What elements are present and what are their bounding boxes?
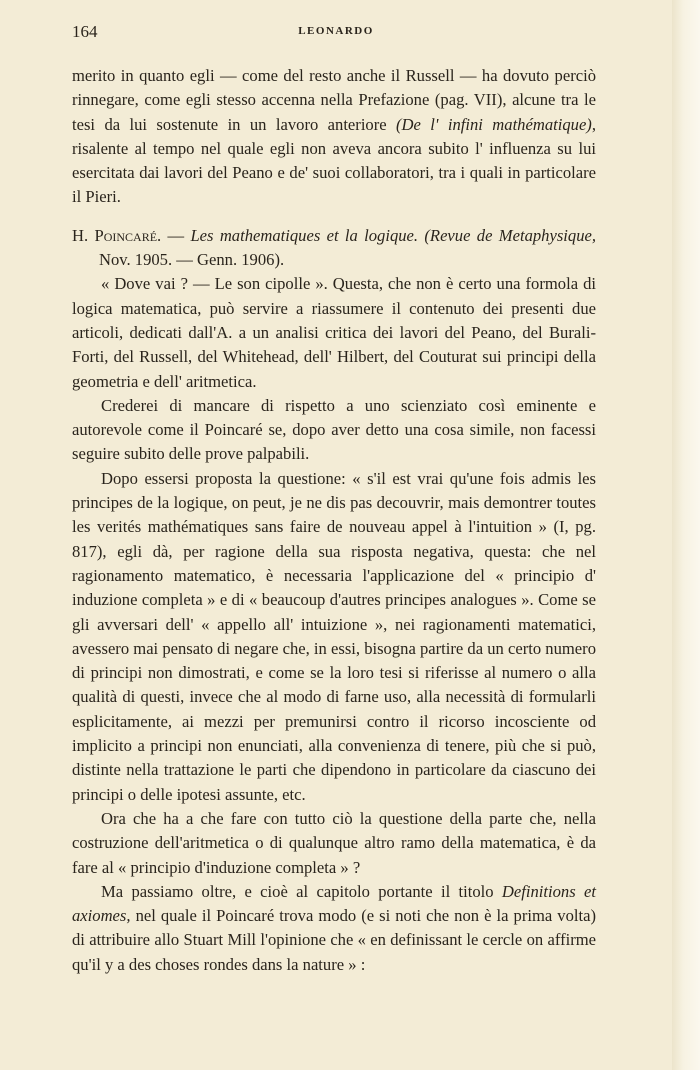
running-head: LEONARDO: [298, 25, 374, 37]
paragraph: Crederei di mancare di rispetto a uno scienziato così eminente e autorevole come il Poincaré se, dopo aver detto una cosa simile, non facessi seguire subito delle prove palpabili.: [72, 395, 596, 464]
chapter-title: Definitions et axiomes,: [72, 881, 596, 926]
reference-details: Nov. 1905. — Genn. 1906).: [99, 250, 285, 270]
paragraph: Dopo essersi proposta la questione: « s'il est vrai qu'une fois admis les principes de la logique, on peut, je ne dis pas decouvrir, mais demontrer toutes les verités mathématiques sans faire de nouveau appel à l'intuition » (I, pg. 817), egli dà, per ragione della sua risposta negativa, questa: che nel ragionamento matematico, è necessaria l'applicazione del « principio d' induzione completa » e di « beaucoup d'autres principes analogues ». Come se gli avversari dell' « appello all' intuizione », nei ragionamenti matematici, avessero mai pensato di negare che, in essi, bisogna partire da un certo numero di principi non dimostrati, e come se la loro tesi si riferisse al numero o alla qualità di questi, invece che al modo di farne uso, alla necessità di formularli esplicitamente, ai mezzi per premunirsi contro il ricorso incosciente od implicito a principi non enunciati, alla convenienza di tenere, più che si può, distinte nella trattazione le parti che dipendono in particolare da ciascuno dei principi o delle ipotesi assunte, etc.: [72, 468, 596, 804]
paragraph-continuation: merito in quanto egli — come del resto anche il Russell — ha dovuto perciò rinnegare, come egli stesso accenna nella Prefazione (pag. VII), alcune tra le tesi da lui sostenute in un lavoro anteriore (De l' infini mathématique), risalente al tempo nel quale egli non aveva ancora subito l' influenza su lui esercitata dai lavori del Peano e de' suoi collaboratori, tra i quali in particolare il Pieri.: [72, 66, 596, 207]
paragraph: Ma passiamo oltre, e cioè al capitolo portante il titolo Definitions et axiomes, nel quale il Poincaré trova modo (e si noti che non è la prima volta) di attribuire allo Stuart Mill l'opinione che « en definissant le cercle on affirme qu'il y a des choses rondes dans la nature » :: [72, 881, 596, 974]
page-header: [72, 22, 600, 46]
work-title: (De l' infini mathématique): [396, 114, 592, 134]
page-edge: [672, 0, 700, 1070]
page-number: 164: [72, 22, 98, 41]
reference-author: Poincaré: [94, 225, 158, 245]
paragraph: « Dove vai ? — Le son cipolle ». Questa, che non è certo una formola di logica matematica, può servire a riassumere il contenuto dei presenti due articoli, dedicati dall'A. a un analisi critica dei lavori del Peano, del Burali-Forti, del Russell, del Whitehead, dell' Hilbert, del Couturat sui principi della geometria e dell' aritmetica.: [72, 274, 596, 391]
bibliographic-reference: H. Poincaré. — Les mathematiques et la logique. (Revue de Metaphysique, Nov. 1905. — Genn. 1906).: [72, 225, 597, 270]
reference-title: Les mathematiques et la logique. (Revue de Metaphysique,: [190, 225, 597, 245]
paragraph: Ora che ha a che fare con tutto ciò la questione della parte che, nella costruzione dell'aritmetica o di qualunque altro ramo della matematica, è da fare al « principio d'induzione completa » ?: [72, 808, 596, 877]
page-body: [72, 64, 596, 977]
